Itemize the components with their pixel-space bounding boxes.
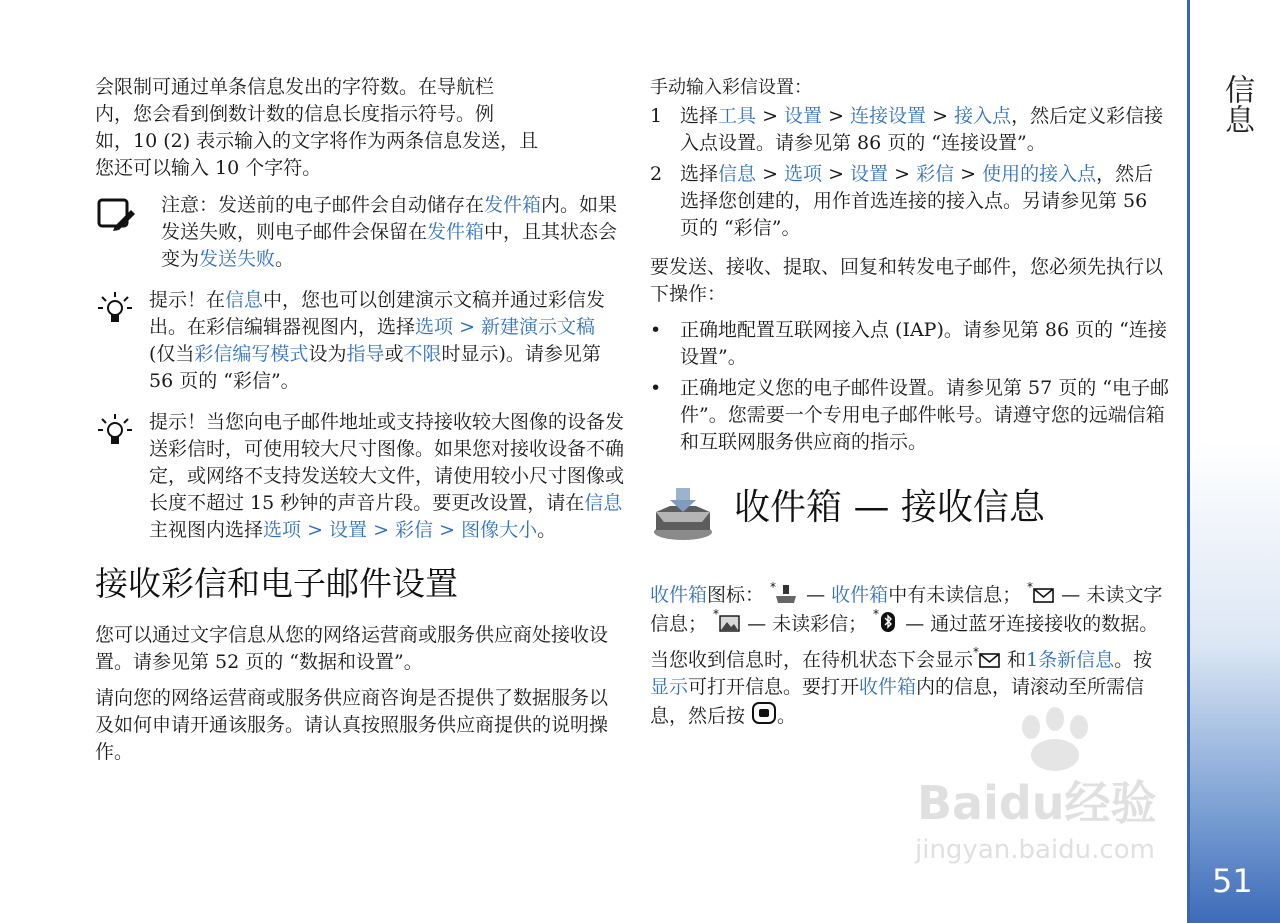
watermark <box>905 705 1205 880</box>
inbox-section-header <box>650 474 1170 548</box>
select-key-icon <box>751 701 777 725</box>
new-presentation-link[interactable]: 新建演示文稿 <box>481 316 596 338</box>
tip-text: (仅当 <box>149 343 195 365</box>
body-text: — 未读文字信息； <box>650 584 1163 635</box>
body-text: 内的信息，请滚动至所需信息，然后按 <box>650 676 1145 727</box>
path-separator: > <box>926 105 955 127</box>
body-text: 可打开信息。要打开 <box>688 676 860 698</box>
body-text: — <box>800 584 832 606</box>
mms-link[interactable]: 彩信 <box>916 163 955 185</box>
messaging-link[interactable]: 信息 <box>225 289 264 311</box>
path-separator: > <box>367 519 396 541</box>
path-separator: > <box>954 163 983 185</box>
step-number: 2 <box>650 163 663 185</box>
body-text: 图标： <box>707 584 765 606</box>
step-item <box>650 161 1170 242</box>
body-text: 和 <box>1001 649 1027 671</box>
tip-block <box>95 287 625 395</box>
body-text: — 未读彩信； <box>741 613 868 635</box>
left-column <box>95 74 625 775</box>
path-separator: > <box>433 519 462 541</box>
new-message-icon <box>1027 582 1055 604</box>
watermark-brand: Baidu经验 <box>917 776 1157 830</box>
bluetooth-icon <box>873 609 899 633</box>
inbox-link[interactable]: 收件箱 <box>859 676 917 698</box>
messaging-link[interactable]: 信息 <box>584 492 623 514</box>
step-text: ，然后选择您创建的，用作首选连接的接入点。另请参见第 56 页的 “彩信”。 <box>680 163 1154 239</box>
note-text: 。 <box>275 248 295 270</box>
svg-text:*: * <box>713 609 720 621</box>
intro-paragraph <box>95 74 625 182</box>
body-paragraph: 要发送、接收、提取、回复和转发电子邮件，您必须先执行以下操作： <box>650 256 1164 305</box>
intro-line: 您还可以输入 10 个字符。 <box>95 157 322 179</box>
options-link[interactable]: 选项 <box>784 163 823 185</box>
page-number: 51 <box>1212 862 1253 900</box>
send-failed-link[interactable]: 发送失败 <box>199 248 276 270</box>
path-separator: > <box>888 163 917 185</box>
tip-text: 提示！在 <box>149 289 226 311</box>
path-separator: > <box>756 163 785 185</box>
body-text: — 通过蓝牙连接接收的数据。 <box>899 613 1159 635</box>
path-separator: > <box>822 163 851 185</box>
tools-link[interactable]: 工具 <box>718 105 757 127</box>
note-text: 中，且其状态会变为 <box>161 221 618 270</box>
bullet-mark: • <box>650 377 662 399</box>
messaging-link[interactable]: 信息 <box>718 163 757 185</box>
svg-text:*: * <box>873 609 880 621</box>
intro-line: 会限制可通过单条信息发出的字符数。在导航栏 <box>95 76 495 98</box>
options-link[interactable]: 选项 <box>415 316 454 338</box>
chapter-title: 信息 <box>1219 74 1254 134</box>
right-column <box>650 74 1170 739</box>
image-size-link[interactable]: 图像大小 <box>461 519 538 541</box>
body-text: 中有未读信息； <box>888 584 1022 606</box>
settings-link[interactable]: 设置 <box>329 519 368 541</box>
note-icon <box>97 196 137 232</box>
settings-link[interactable]: 设置 <box>850 163 889 185</box>
guided-link[interactable]: 指导 <box>346 343 385 365</box>
new-message-link[interactable]: 1条新信息 <box>1026 649 1115 671</box>
inbox-icons-paragraph <box>650 582 1170 638</box>
access-point-in-use-link[interactable]: 使用的接入点 <box>982 163 1097 185</box>
svg-text:*: * <box>973 647 980 659</box>
tip-text: 设为 <box>308 343 347 365</box>
inbox-icon <box>652 482 714 542</box>
path-separator: > <box>301 519 330 541</box>
bullet-item <box>650 317 1170 371</box>
inbox-link[interactable]: 收件箱 <box>650 584 708 606</box>
tip-text: 主视图内选择 <box>149 519 264 541</box>
path-separator: > <box>822 105 851 127</box>
watermark-url: jingyan.baidu.com <box>915 835 1155 865</box>
svg-text:*: * <box>770 582 777 594</box>
body-paragraph: 请向您的网络运营商或服务供应商咨询是否提供了数据服务以及如何申请开通该服务。请认真按照服务供应商提供的说明操作。 <box>95 687 609 763</box>
path-separator: > <box>756 105 785 127</box>
tip-bulb-icon <box>97 413 133 447</box>
step-number: 1 <box>650 105 663 127</box>
unread-inbox-icon <box>770 582 800 604</box>
tip-text: 时显示)。请参见第 56 页的 “彩信”。 <box>149 343 601 392</box>
step-text: 选择 <box>680 163 719 185</box>
tip-text: 或 <box>384 343 404 365</box>
path-separator: > <box>453 316 482 338</box>
mms-creation-mode-link[interactable]: 彩信编写模式 <box>194 343 309 365</box>
note-block <box>95 192 625 273</box>
note-text: 内。如果发送失败，则电子邮件会保留在 <box>161 194 618 243</box>
tip-text: 。 <box>537 519 557 541</box>
options-link[interactable]: 选项 <box>263 519 302 541</box>
tip-text: 中，您也可以创建演示文稿并通过彩信发出。在彩信编辑器视图内，选择 <box>149 289 606 338</box>
paw-logo-icon <box>995 705 1115 775</box>
bullet-text: 正确地配置互联网接入点 (IAP)。请参见第 86 页的 “连接设置”。 <box>680 319 1167 368</box>
tip-block <box>95 409 625 544</box>
step-text: ，然后定义彩信接入点设置。请参见第 86 页的 “连接设置”。 <box>680 105 1164 154</box>
access-points-link[interactable]: 接入点 <box>954 105 1012 127</box>
intro-line: 如，10 (2) 表示输入的文字将作为两条信息发送，且 <box>95 130 539 152</box>
settings-link[interactable]: 设置 <box>784 105 823 127</box>
tip-bulb-icon <box>97 291 133 325</box>
show-link[interactable]: 显示 <box>650 676 689 698</box>
body-text: 当您收到信息时，在待机状态下会显示 <box>650 649 974 671</box>
bullet-text: 正确地定义您的电子邮件设置。请参见第 57 页的 “电子邮件”。您需要一个专用电子邮件帐号。请遵守您的远端信箱和互联网服务供应商的指示。 <box>680 377 1170 453</box>
step-item <box>650 103 1170 157</box>
svg-text:*: * <box>1027 582 1034 594</box>
section-heading: 接收彩信和电子邮件设置 <box>95 564 458 603</box>
mms-link[interactable]: 彩信 <box>395 519 434 541</box>
bullet-mark: • <box>650 319 662 341</box>
body-text: 。按 <box>1114 649 1153 671</box>
note-text: 注意：发送前的电子邮件会自动储存在 <box>161 194 485 216</box>
intro-line: 内，您会看到倒数计数的信息长度指示符号。例 <box>95 103 495 125</box>
connection-settings-link[interactable]: 连接设置 <box>850 105 927 127</box>
tip-text: 提示！当您向电子邮件地址或支持接收较大图像的设备发送彩信时，可使用较大尺寸图像。如果您对接收设备不确定，或网络不支持发送较大文件，请使用较小尺寸图像或长度不超过 15 秒钟的声音片段。要更改设置，请在 <box>149 411 625 514</box>
step-text: 选择 <box>680 105 719 127</box>
inbox-heading: 收件箱 — 接收信息 <box>734 487 1045 528</box>
new-mms-icon <box>713 609 741 633</box>
bullet-item <box>650 375 1170 456</box>
new-message-icon <box>973 647 1001 669</box>
free-link[interactable]: 不限 <box>403 343 442 365</box>
outbox-link[interactable]: 发件箱 <box>484 194 542 216</box>
outbox-link[interactable]: 发件箱 <box>427 221 485 243</box>
subheading: 手动输入彩信设置： <box>650 77 812 98</box>
body-text: 。 <box>777 705 797 727</box>
inbox-link[interactable]: 收件箱 <box>831 584 889 606</box>
body-paragraph: 您可以通过文字信息从您的网络运营商或服务供应商处接收设置。请参见第 52 页的 “数据和设置”。 <box>95 624 609 673</box>
